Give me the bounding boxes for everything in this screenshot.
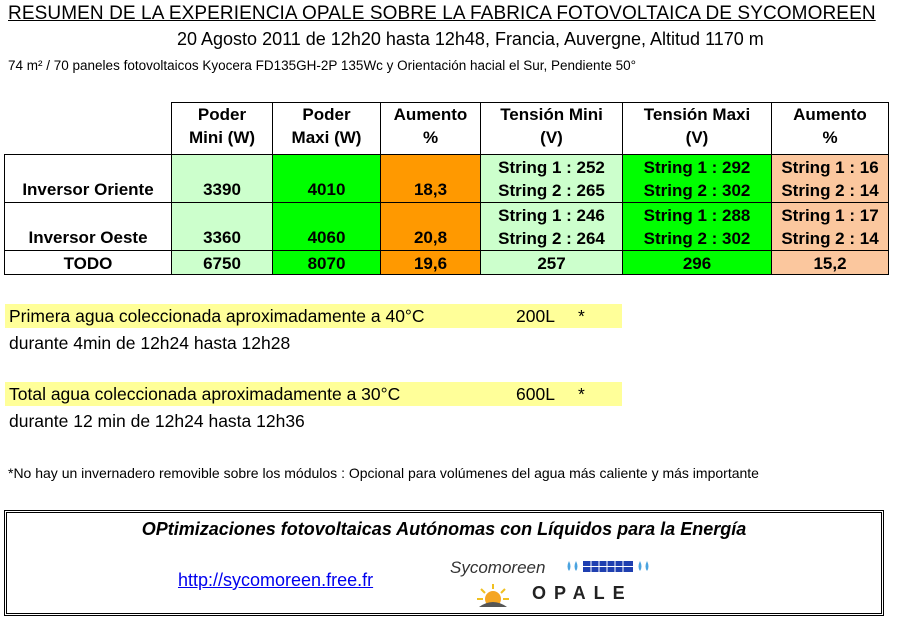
- cell-aumento-tension: String 1 : 17 String 2 : 14: [772, 203, 889, 251]
- cell-maxi: 4010: [273, 155, 381, 203]
- total-aumento: 19,6: [381, 251, 481, 275]
- total-tension-mini: 257: [481, 251, 623, 275]
- row-label: Inversor Oeste: [5, 203, 172, 251]
- total-tension-maxi: 296: [623, 251, 772, 275]
- header-poder-mini: Poder Mini (W): [172, 103, 273, 155]
- header-poder-maxi: Poder Maxi (W): [273, 103, 381, 155]
- water-first-mark: *: [578, 306, 585, 326]
- water-total-mark: *: [578, 384, 585, 404]
- website-link[interactable]: http://sycomoreen.free.fr: [178, 570, 374, 590]
- cell-aumento: 18,3: [381, 155, 481, 203]
- header-tension-maxi: Tensión Maxi (V): [623, 103, 772, 155]
- corner-cell: [5, 103, 172, 155]
- total-label: TODO: [5, 251, 172, 275]
- cell-tension-maxi: String 1 : 292 String 2 : 302: [623, 155, 772, 203]
- cell-aumento-tension: String 1 : 16 String 2 : 14: [772, 155, 889, 203]
- brand-name: Sycomoreen: [450, 558, 546, 577]
- header-tension-mini: Tensión Mini (V): [481, 103, 623, 155]
- water-total-volume: 600L: [516, 384, 555, 404]
- cell-tension-mini: String 1 : 252 String 2 : 265: [481, 155, 623, 203]
- water-total-text: Total agua coleccionada aproximadamente a 30°C: [9, 384, 401, 404]
- header-row: [5, 103, 889, 155]
- report-title: RESUMEN DE LA EXPERIENCIA OPALE SOBRE LA FABRICA FOTOVOLTAICA DE SYCOMOREEN: [8, 3, 876, 24]
- water-first-detail: durante 4min de 12h24 hasta 12h28: [9, 333, 291, 353]
- water-total-detail: durante 12 min de 12h24 hasta 12h36: [9, 411, 305, 431]
- footer-box: [4, 510, 884, 616]
- cell-mini: 3360: [172, 203, 273, 251]
- cell-maxi: 4060: [273, 203, 381, 251]
- header-aumento: Aumento %: [381, 103, 481, 155]
- cell-aumento: 20,8: [381, 203, 481, 251]
- panel-specs: 74 m² / 70 paneles fotovoltaicos Kyocera FD135GH-2P 135Wc y Orientación hacial el Sur, Pendiente 50°: [8, 58, 636, 73]
- product-name: OPALE: [532, 583, 633, 603]
- water-first-text: Primera agua coleccionada aproximadamente a 40°C: [9, 306, 425, 326]
- sun-icon: [473, 579, 513, 609]
- report-subtitle: 20 Agosto 2011 de 12h20 hasta 12h48, Francia, Auvergne, Altitud 1170 m: [177, 29, 764, 49]
- tagline: OPtimizaciones fotovoltaicas Autónomas con Líquidos para la Energía: [141, 519, 747, 539]
- total-maxi: 8070: [273, 251, 381, 275]
- water-first-volume: 200L: [516, 306, 555, 326]
- row-label: Inversor Oriente: [5, 155, 172, 203]
- cell-mini: 3390: [172, 155, 273, 203]
- header-aumento-tension: Aumento %: [772, 103, 889, 155]
- total-row: [5, 251, 889, 275]
- total-aumento-tension: 15,2: [772, 251, 889, 275]
- total-mini: 6750: [172, 251, 273, 275]
- footnote: *No hay un invernadero removible sobre los módulos : Opcional para volúmenes del agua más caliente y más importante: [8, 465, 759, 481]
- droplets-panel-icon: [565, 559, 669, 577]
- brand-logo: [447, 555, 677, 615]
- table-row: [5, 203, 889, 251]
- table-row: [5, 155, 889, 203]
- cell-tension-maxi: String 1 : 288 String 2 : 302: [623, 203, 772, 251]
- cell-tension-mini: String 1 : 246 String 2 : 264: [481, 203, 623, 251]
- results-table: [4, 102, 889, 275]
